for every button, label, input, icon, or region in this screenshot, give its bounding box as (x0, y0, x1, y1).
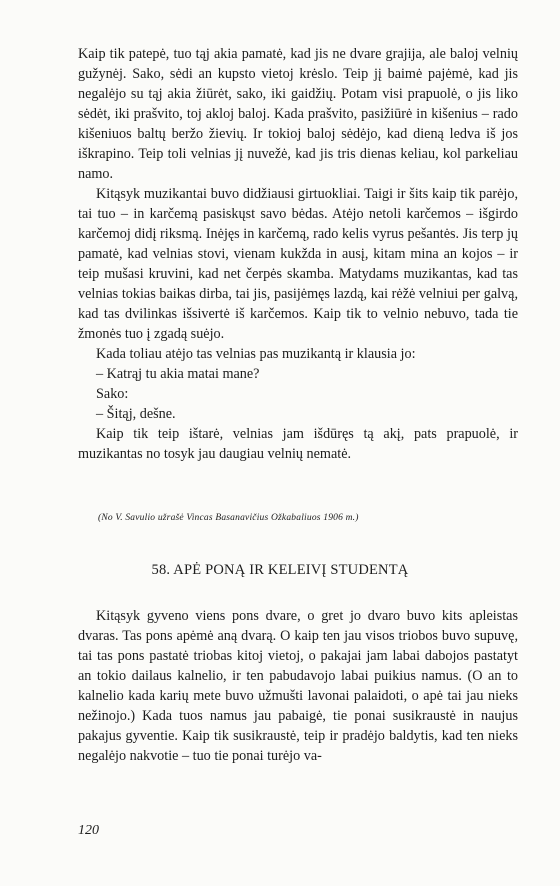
dialogue-line: – Katrąj tu akia matai mane? (96, 366, 260, 382)
paragraph: Kitąsyk gyveno viens pons dvare, o gret jo dvaro buvo kits apleistas dvaras. Tas pons apėmė aną dvarą. O kaip ten jau visos triobos buvo supuvę, tai tas pons pastatė triobas kitoj vietoj, o pakajai jam labai dabojos pastatyt an tokio dailaus kalnelio, ir ten pabudavojo labai puikius namus. (O an to kalnelio kada karių mete buvo užmušti lavonai palaidoti, o apė tai jau nieks nežinojo.) Kada tuos namus jau pabaigė, tie ponai susikraustė in naujus pakajus gyventie. Kaip tik susikraustė, teip ir pradėjo baldytis, kad ten nieks negalėjo nakvotie – tuo tie ponai turėjo va- (78, 608, 518, 764)
source-note: (No V. Savulio užrašė Vincas Basanavičius Ožkabaliuos 1906 m.) (98, 513, 359, 523)
page-number: 120 (78, 823, 99, 838)
chapter-title: 58. APĖ PONĄ IR KELEIVĮ STUDENTĄ (151, 562, 409, 578)
dialogue-line: – Šitąj, dešne. (96, 406, 176, 422)
dialogue-line: Sako: (96, 386, 129, 402)
story-continuation (78, 44, 518, 464)
paragraph: Kaip tik patepė, tuo tąj akia pamatė, kad jis ne dvare grajija, ale baloj velnių gužynėj. Sako, sėdi an kupsto vietoj krėslo. Teip jį baimė pajėmė, kad jis negalėjo su tąj akia žiūrėt, sako, iki gaidžių. Potam visi prapuolė, o jis liko sėdėt, iki prašvito, toj akloj baloj. Kada prašvito, pasižiūrė in kišenius – rado kišeniuos baltų beržo žievių. Ir tokioj baloj sėdėjo, kad dieną ledva iš jos iškrapino. Teip toli velnias jį nuvežė, kad jis tris dienas keliau, kol parkeliau namo. (78, 46, 518, 182)
chapter-body (78, 606, 518, 766)
paragraph: Kitąsyk muzikantai buvo didžiausi girtuokliai. Taigi ir šits kaip tik parėjo, tai tuo – in karčemą pasiskųst savo bėdas. Atėjo netoli karčemos – išgirdo karčemoj didį riksmą. Inėjęs in karčemą, rado kelis vyrus pešantės. Jis terp jų pamatė, kad velnias stovi, vienam kukžda in ausį, kitam mina an kojos – ir teip mušasi kruvini, kad net čerpės skamba. Matydams muzikantas, kad tas velnias tokias baikas dirba, tai jis, pasijėmęs lazdą, kai rėžė velniui per galvą, kad tas dvilinkas išsivertė iš karčemos. Kaip tik to velnio nebuvo, tada tie žmonės tuo į zgadą suėjo. (78, 186, 518, 342)
paragraph: Kaip tik teip ištarė, velnias jam išdūręs tą akį, pats prapuolė, ir muzikantas no tosyk jau daugiau velnių nematė. (78, 426, 518, 462)
paragraph: Kada toliau atėjo tas velnias pas muzikantą ir klausia jo: (96, 346, 416, 362)
